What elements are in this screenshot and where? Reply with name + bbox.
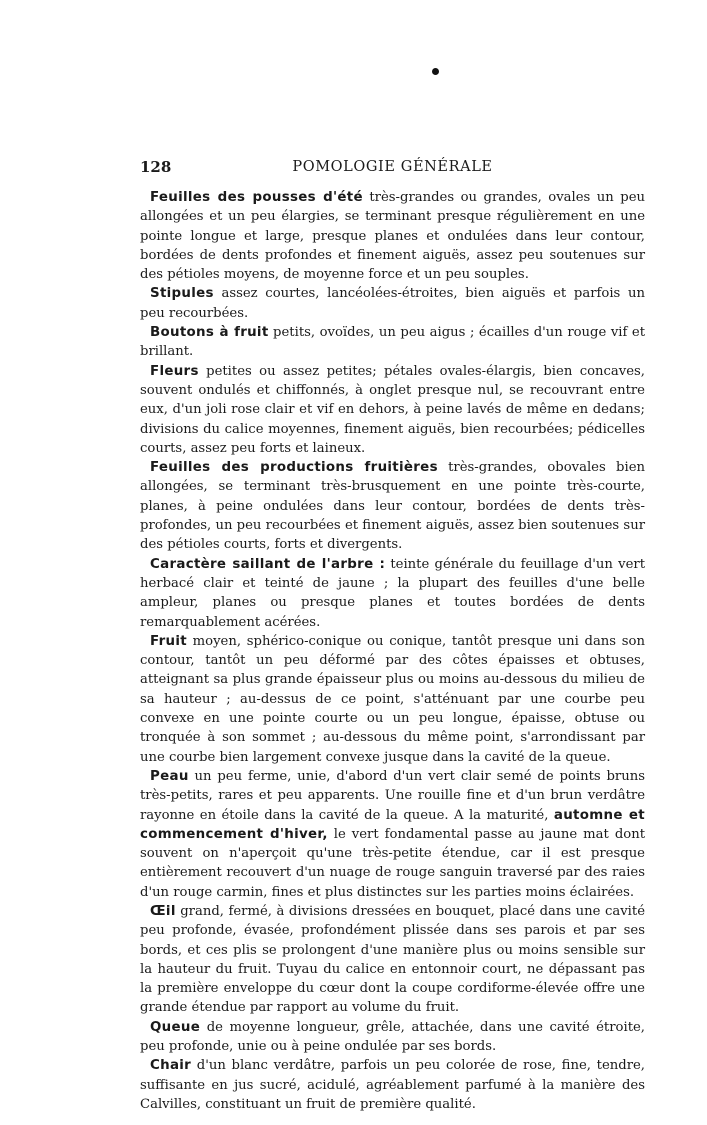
paragraph-term: Peau	[150, 768, 189, 784]
paragraph-text: de moyenne longueur, grêle, attachée, dans une cavité étroite, peu profonde, unie ou à peine ondulée par ses bords.	[140, 1019, 645, 1055]
paragraph-term: Stipules	[150, 286, 214, 302]
page-number: 128	[140, 158, 172, 176]
paragraph-feuilles-pousses	[140, 188, 645, 284]
paragraph-text: un peu ferme, unie, d'abord d'un vert clair semé de points bruns très-petits, rares et peu apparents. Une rouille fine et d'un brun verdâtre rayonne en étoile dans la cavité de la queue. A la maturité,	[140, 768, 645, 823]
page-header	[140, 158, 645, 178]
paragraph-term: Chair	[150, 1058, 192, 1074]
paragraph-fruit	[140, 632, 645, 767]
paragraph-text: d'un blanc verdâtre, parfois un peu colorée de rose, fine, tendre, suffisante en jus sucré, acidulé, agréablement parfumé à la manière des Calvilles, constituant un fruit de première qualité.	[140, 1058, 645, 1112]
paragraph-text: petits, ovoïdes, un peu aigus ; écailles d'un rouge vif et brillant.	[140, 325, 645, 360]
paragraph-text: très-grandes ou grandes, ovales un peu allongées et un peu élargies, se terminant presque régulièrement en une pointe longue et large, presque planes et ondulées dans leur contour, bordées de dents profondes et finement aiguës, assez peu soutenues sur des pétioles moyens, de moyenne force et un peu souples.	[140, 190, 646, 283]
running-head: POMOLOGIE GÉNÉRALE	[292, 159, 493, 175]
ink-speck	[432, 68, 439, 75]
paragraph-term: Feuilles des productions fruitières	[150, 460, 438, 476]
paragraph-text: moyen, sphérico-conique ou conique, tantôt presque uni dans son contour, tantôt un peu déformé par des côtes épaisses et obtuses, atteignant sa plus grande épaisseur plus ou moins au-dessous du milieu de sa hauteur ; au-dessus de ce point, s'atténuant par une courbe peu convexe en une pointe courte ou un peu longue, épaisse, obtuse ou tronquée à son sommet ; au-dessous du même point, s'arrondissant par une courbe bien largement convexe jusque dans la cavité de la queue.	[140, 633, 645, 765]
paragraph-term: Boutons à fruit	[150, 325, 269, 341]
page-body	[140, 188, 645, 1114]
paragraph-term: Fruit	[150, 633, 187, 649]
paragraph-term: Caractère saillant de l'arbre :	[150, 556, 386, 572]
paragraph-peau	[140, 767, 645, 902]
paragraph-term: Fleurs	[150, 363, 199, 379]
paragraph-term-maturity: automne et commencement d'hiver,	[140, 807, 645, 842]
paragraph-text: assez courtes, lancéolées-étroites, bien aiguës et parfois un peu recourbées.	[140, 286, 645, 321]
paragraph-text: petites ou assez petites; pétales ovales-élargis, bien concaves, souvent ondulés et chiffonnés, à onglet presque nul, se recouvrant entre eux, d'un joli rose clair et vif en dehors, à peine lavés de même en dedans; divisions du calice moyennes, finement aiguës, bien recourbées; pédicelles courts, assez peu forts et laineux.	[140, 363, 645, 456]
paragraph-text: grand, fermé, à divisions dressées en bouquet, placé dans une cavité peu profonde, évasée, profondément plissée dans ses parois et par ses bords, et ces plis se prolongent d'une manière plus ou moins sensible sur la hauteur du fruit. Tuyau du calice en entonnoir court, ne dépassant pas la première enveloppe du cœur dont la coupe cordiforme-élevée offre une grande étendue par rapport au volume du fruit.	[140, 903, 645, 1016]
paragraph-text: teinte générale du feuillage d'un vert herbacé clair et teinté de jaune ; la plupart des feuilles d'une belle ampleur, planes ou presque planes et toutes bordées de dents remarquablement acérées.	[140, 556, 645, 630]
paragraph-oeil	[140, 902, 645, 1018]
paragraph-stipules	[140, 284, 645, 323]
paragraph-boutons	[140, 323, 645, 362]
paragraph-text: très-grandes, obovales bien allongées, se terminant très-brusquement en une pointe très-courte, planes, à peine ondulées dans leur contour, bordées de dents très-profondes, un peu recourbées et finement aiguës, assez bien soutenues sur des pétioles courts, forts et divergents.	[140, 460, 645, 553]
paragraph-fleurs	[140, 362, 645, 458]
paragraph-chair	[140, 1056, 645, 1114]
paragraph-queue	[140, 1018, 645, 1057]
paragraph-feuilles-productions	[140, 458, 645, 554]
paragraph-term: Feuilles des pousses d'été	[150, 190, 363, 205]
paragraph-term: Œil	[150, 903, 176, 919]
paragraph-term: Queue	[150, 1019, 201, 1035]
paragraph-caractere	[140, 555, 645, 632]
paragraph-text: le vert fondamental passe au jaune mat dont souvent on n'aperçoit qu'une très-petite étendue, car il est presque entièrement recouvert d'un nuage de rouge sanguin traversé par des raies d'un rouge carmin, fines et plus distinctes sur les parties moins éclairées.	[140, 826, 645, 900]
